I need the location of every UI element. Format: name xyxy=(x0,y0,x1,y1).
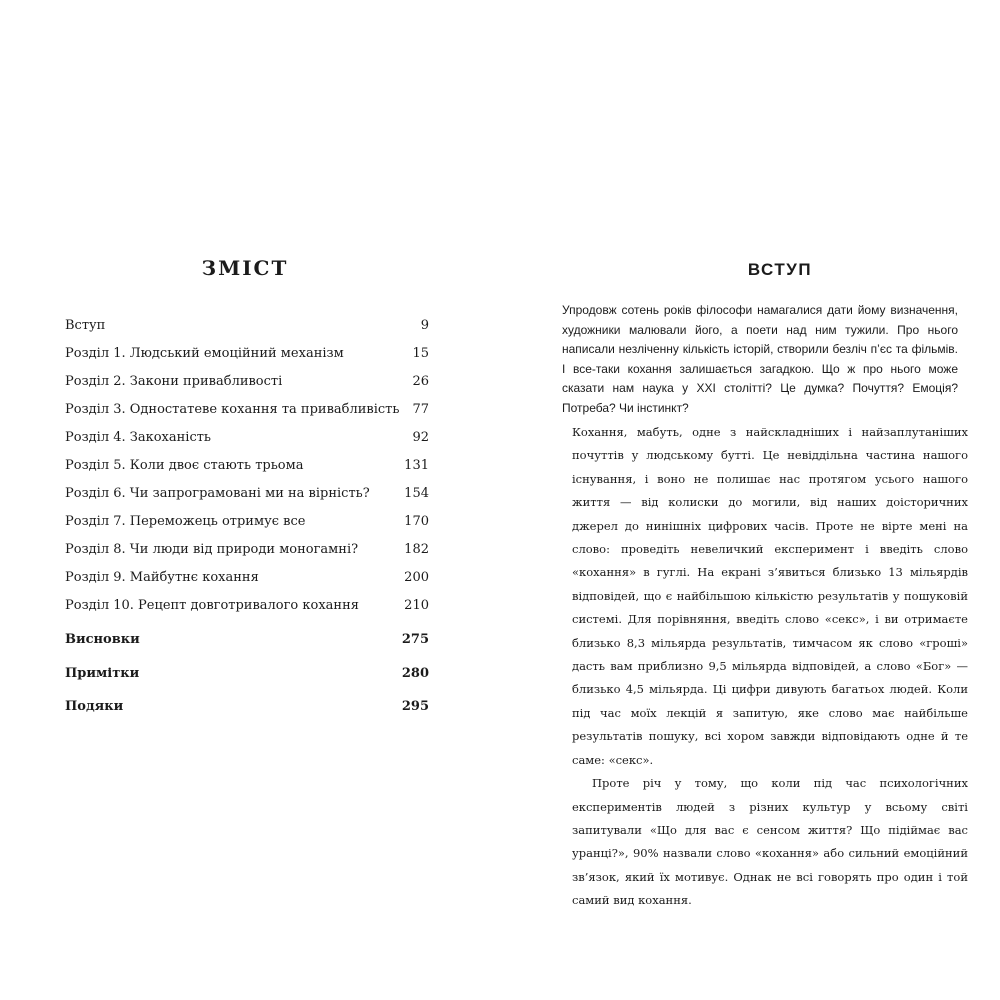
toc-item-label: Розділ 9. Майбутнє кохання xyxy=(65,570,259,585)
toc-item xyxy=(65,430,429,458)
toc-item-label: Примітки xyxy=(65,665,140,681)
toc-item-page: 77 xyxy=(412,402,429,417)
toc-section-item xyxy=(65,699,429,733)
toc-section-item xyxy=(65,632,429,666)
toc-item-page: 280 xyxy=(401,665,429,681)
toc-item-page: 200 xyxy=(404,570,429,585)
toc-item-label: Розділ 1. Людський емоційний механізм xyxy=(65,346,344,361)
toc-item-page: 131 xyxy=(404,458,429,473)
toc-item xyxy=(65,486,429,514)
toc-list xyxy=(65,318,429,733)
toc-item xyxy=(65,458,429,486)
toc-item xyxy=(65,598,429,626)
toc-item-page: 92 xyxy=(412,430,429,445)
toc-item-page: 182 xyxy=(404,542,429,557)
toc-item xyxy=(65,318,429,346)
toc-item-label: Розділ 6. Чи запрограмовані ми на вірність? xyxy=(65,486,370,501)
toc-item-label: Висновки xyxy=(65,632,140,647)
toc-section-item xyxy=(65,666,429,700)
intro-title: ВСТУП xyxy=(747,260,813,279)
toc-item-label: Розділ 2. Закони привабливості xyxy=(65,374,283,389)
toc-item-page: 210 xyxy=(404,598,429,613)
toc-title: ЗМІСТ xyxy=(201,256,289,280)
toc-item-label: Розділ 4. Закоханість xyxy=(65,430,212,445)
toc-item xyxy=(65,346,429,374)
toc-item-label: Подяки xyxy=(65,699,124,714)
toc-item-label: Розділ 3. Одностатеве кохання та привабливість xyxy=(65,402,400,417)
body-paragraph: Проте річ у тому, що коли під час психологічних експериментів людей з різних культур у всьому світі запитували «Що для вас є сенсом життя? Що підіймає вас уранці?», 90% назвали слово «кохання» або сильний емоційний зв’язок, який їх мотивує. Однак не всі говорять про один і той самий вид кохання. xyxy=(572,776,968,908)
toc-item xyxy=(65,374,429,402)
intro-body xyxy=(572,421,968,913)
toc-item-page: 295 xyxy=(401,699,429,714)
toc-item-page: 154 xyxy=(404,486,429,501)
toc-item xyxy=(65,402,429,430)
toc-item-page: 275 xyxy=(401,632,429,647)
epigraph: Упродовж сотень років філософи намагалися дати йому визначення, художники малювали його, а поети над ним тужили. Про нього написали незліченну кількість історій, створили безліч п’єс та фільмів. І все-таки кохання залишається загадкою. Що ж про нього може сказати нам наука у XXI столітті? Це думка? Почуття? Емоція? Потреба? Чи інстинкт? xyxy=(562,303,958,415)
toc-item-label: Розділ 5. Коли двоє стають трьома xyxy=(65,458,304,473)
intro-page xyxy=(500,0,1000,1000)
toc-item xyxy=(65,542,429,570)
toc-item-label: Вступ xyxy=(65,318,106,333)
toc-item-page: 26 xyxy=(412,374,429,389)
toc-item-page: 15 xyxy=(412,346,429,361)
toc-item-label: Розділ 8. Чи люди від природи моногамні? xyxy=(65,542,359,557)
toc-item-page: 9 xyxy=(420,318,429,333)
toc-item-label: Розділ 7. Переможець отримує все xyxy=(65,514,306,529)
toc-item xyxy=(65,514,429,542)
toc-item xyxy=(65,570,429,598)
toc-item-page: 170 xyxy=(404,514,429,529)
toc-item-label: Розділ 10. Рецепт довготривалого кохання xyxy=(65,598,359,613)
body-paragraph: Кохання, мабуть, одне з найскладніших і найзаплутаніших почуттів у людському бутті. Це невіддільна частина нашого існування, і воно не полишає нас протягом усього нашого життя — від колиски до могили, від наших доісторичних джерел до нинішніх цифрових часів. Проте не вірте мені на слово: проведіть невеличкий експеримент і введіть слово «кохання» в гуглі. На екрані з’явиться близько 13 мільярдів відповідей, що є найбільшою кількістю результатів у пошуковій системі. Для порівняння, введіть слово «секс», і ви отримаєте близько 8,3 мільярда результатів, тимчасом як слово «гроші» дасть вам приблизно 9,5 мільярда відповідей, а слово «Бог» — близько 4,5 мільярда. Ці цифри дивують багатьох людей. Коли під час моїх лекцій я запитую, яке слово має найбільше результатів пошуку, всі хором завжди відповідають одне й те саме: «секс». xyxy=(572,425,968,767)
